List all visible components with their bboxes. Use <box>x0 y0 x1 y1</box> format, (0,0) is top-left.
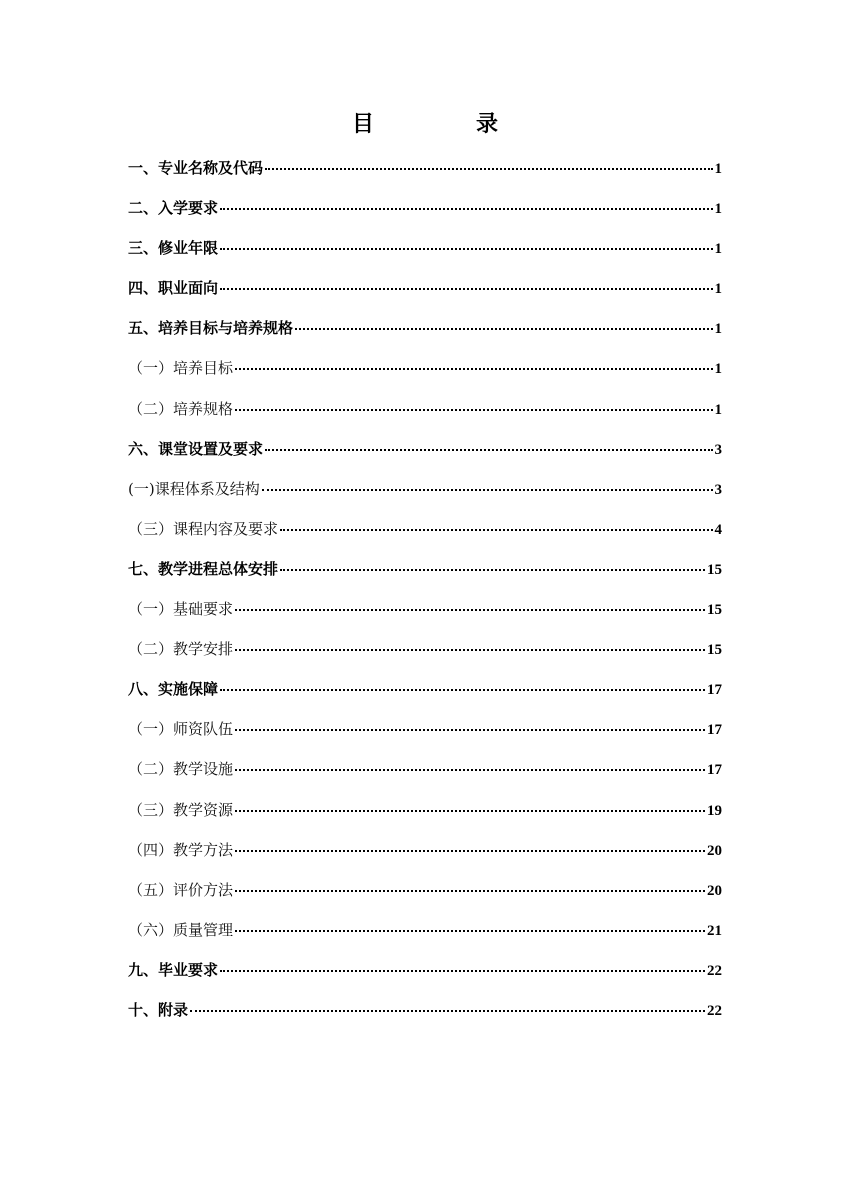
toc-title: 目 录 <box>351 112 538 137</box>
toc-entry[interactable] <box>128 999 722 1039</box>
toc-entry-label: （五）评价方法 <box>128 880 234 899</box>
toc-entry-page-number: 1 <box>714 361 722 378</box>
dot-leader <box>220 970 705 972</box>
toc-entry[interactable] <box>128 839 722 879</box>
dot-leader <box>265 449 712 451</box>
toc-entry-page-number: 19 <box>707 802 722 819</box>
toc-entry-label: 三、修业年限 <box>128 239 219 258</box>
toc-entry[interactable] <box>128 438 722 478</box>
dot-leader <box>235 649 705 651</box>
dot-leader <box>235 810 705 812</box>
toc-entry[interactable] <box>128 398 722 438</box>
toc-entry-label: （二）教学设施 <box>128 760 234 779</box>
toc-entry-label: 七、教学进程总体安排 <box>128 559 279 578</box>
toc-entry-label: （二）教学安排 <box>128 640 234 659</box>
toc-entry-page-number: 3 <box>714 441 722 458</box>
toc-entry-label: （一）师资队伍 <box>128 720 234 739</box>
toc-entry[interactable] <box>128 959 722 999</box>
dot-leader <box>235 850 705 852</box>
toc-entry-label: （四）教学方法 <box>128 840 234 859</box>
dot-leader <box>280 529 712 531</box>
toc-entry-page-number: 3 <box>714 481 722 498</box>
toc-entry-label: （一）基础要求 <box>128 600 234 619</box>
toc-entry-page-number: 15 <box>707 602 722 619</box>
toc-entry-page-number: 17 <box>707 762 722 779</box>
toc-entry-page-number: 1 <box>714 201 722 218</box>
toc-entry-label: 一、专业名称及代码 <box>128 159 264 177</box>
toc-entry-label: 五、培养目标与培养规格 <box>128 319 294 338</box>
toc-entry[interactable] <box>128 558 722 598</box>
toc-entry-label: (一)课程体系及结构 <box>128 479 260 498</box>
dot-leader <box>235 890 705 892</box>
toc-entry[interactable] <box>128 879 722 919</box>
toc-entry-label: （一）培养目标 <box>128 359 234 378</box>
toc-entry[interactable] <box>128 357 722 397</box>
dot-leader <box>190 1010 705 1012</box>
dot-leader <box>235 409 712 411</box>
dot-leader <box>280 569 705 571</box>
toc-entry-page-number: 1 <box>714 281 722 298</box>
toc-entry[interactable] <box>128 718 722 758</box>
toc-entry[interactable] <box>128 197 722 237</box>
toc-entry-page-number: 1 <box>714 161 722 177</box>
toc-entry-label: 六、课堂设置及要求 <box>128 439 264 458</box>
toc-entry[interactable] <box>128 799 722 839</box>
toc-entry[interactable] <box>128 919 722 959</box>
toc-entry-page-number: 17 <box>707 722 722 739</box>
toc-entry-page-number: 15 <box>707 642 722 659</box>
dot-leader <box>235 930 705 932</box>
toc-entry-label: 四、职业面向 <box>128 279 219 298</box>
toc-entry[interactable] <box>128 598 722 638</box>
toc-entry[interactable] <box>128 678 722 718</box>
toc-entry[interactable] <box>128 237 722 277</box>
toc-entry[interactable] <box>128 638 722 678</box>
dot-leader <box>235 769 705 771</box>
toc-entry[interactable] <box>128 157 722 197</box>
toc-entry-page-number: 1 <box>714 321 722 338</box>
toc-entry-page-number: 20 <box>707 842 722 859</box>
toc-entry-page-number: 20 <box>707 882 722 899</box>
toc-entry-label: （二）培养规格 <box>128 399 234 418</box>
toc-entry-page-number: 4 <box>714 521 722 538</box>
toc-entry[interactable] <box>128 317 722 357</box>
toc-entry[interactable] <box>128 518 722 558</box>
toc-entry-page-number: 22 <box>707 962 722 979</box>
dot-leader <box>265 168 712 170</box>
toc-entry[interactable] <box>128 758 722 798</box>
dot-leader <box>235 609 705 611</box>
toc-entry-label: 十、附录 <box>128 1000 189 1019</box>
toc-entry-page-number: 1 <box>714 241 722 258</box>
toc-entry-page-number: 22 <box>707 1002 722 1019</box>
toc-entry-page-number: 1 <box>714 401 722 418</box>
toc-entry-label: （三）教学资源 <box>128 800 234 819</box>
toc-entry-label: 八、实施保障 <box>128 680 219 699</box>
toc-entry-label: （三）课程内容及要求 <box>128 519 279 538</box>
dot-leader <box>262 489 713 491</box>
dot-leader <box>295 328 712 330</box>
toc-entry-label: 二、入学要求 <box>128 199 219 218</box>
toc-entry-page-number: 21 <box>707 922 722 939</box>
toc-entry[interactable] <box>128 478 722 518</box>
dot-leader <box>235 368 712 370</box>
toc-entry-page-number: 15 <box>707 561 722 578</box>
toc-entry[interactable] <box>128 277 722 317</box>
dot-leader <box>220 288 712 290</box>
toc-entry-label: 九、毕业要求 <box>128 960 219 979</box>
dot-leader <box>220 208 712 210</box>
dot-leader <box>220 248 712 250</box>
dot-leader <box>235 729 705 731</box>
dot-leader <box>220 689 705 691</box>
toc-entry-label: （六）质量管理 <box>128 920 234 939</box>
toc-list <box>128 157 722 1039</box>
toc-entry-page-number: 17 <box>707 682 722 699</box>
